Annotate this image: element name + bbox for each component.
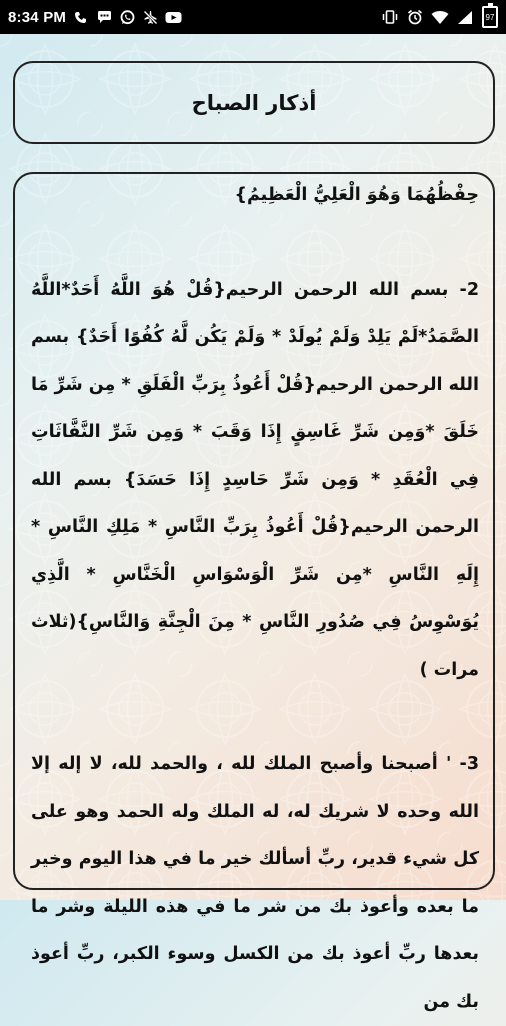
alarm-icon [407,9,423,25]
status-left-group [8,9,181,26]
whatsapp-icon [119,9,135,25]
message-icon [96,9,112,25]
status-right-group [382,6,498,28]
azkar-content-box[interactable] [13,172,495,1012]
status-time: 8:34 PM [8,8,67,26]
battery-icon [482,6,498,28]
no-flight-icon [142,9,158,25]
status-bar [0,0,506,34]
page-title-box [13,61,495,144]
vibrate-icon [382,9,398,25]
azkar-text [31,172,479,1026]
zikr-paragraph-2: 2- بسم الله الرحمن الرحيم{قُلْ هُوَ اللَّهُ أَحَدٌ*اللَّهُ الصَّمَدُ*لَمْ يَلِدْ وَلَمْ يُولَدْ * وَلَمْ يَكُن لَّهُ كُفُوًا أَحَدٌ} بسم الله الرحمن الرحيم{قُلْ أَعُوذُ بِرَبِّ الْفَلَقِ * مِن شَرِّ مَا خَلَقَ *وَمِن شَرِّ غَاسِقٍ إِذَا وَقَبَ * وَمِن شَرِّ النَّفَّاثَاتِ فِي الْعُقَدِ * وَمِن شَرِّ حَاسِدٍ إِذَا حَسَدَ} بسم الله الرحمن الرحيم{قُلْ أَعُوذُ بِرَبِّ النَّاسِ * مَلِكِ النَّاسِ * إِلَهِ النَّاسِ *مِن شَرِّ الْوَسْوَاسِ الْخَنَّاسِ * الَّذِي يُوَسْوِسُ فِي صُدُورِ النَّاسِ * مِنَ الْجِنَّةِ وَالنَّاسِ}(ثلاث مرات ) [31,279,479,680]
wifi-icon [432,9,448,25]
zikr-paragraph-3: 3- ' أصبحنا وأصبح الملك لله ، والحمد لله، لا إله إلا الله وحده لا شريك له، له الملك وله الحمد وهو على كل شيء قدير، ربِّ أسألك خير ما في هذا اليوم وخير ما بعده وأعوذ بك من شر ما في هذه الليلة وشر ما بعدها ربِّ أعوذ بك من الكسل وسوء الكبر، ربِّ أعوذ بك من [31,754,479,1012]
youtube-icon [165,9,181,25]
zikr-paragraph-1: حِفْظُهُمَا وَهُوَ الْعَلِيُّ الْعَظِيمُ} [234,185,479,205]
battery-level: 97 [485,12,495,22]
signal-icon [457,9,473,25]
page-title: أذكار الصباح [191,90,317,115]
missed-call-icon [73,9,89,25]
